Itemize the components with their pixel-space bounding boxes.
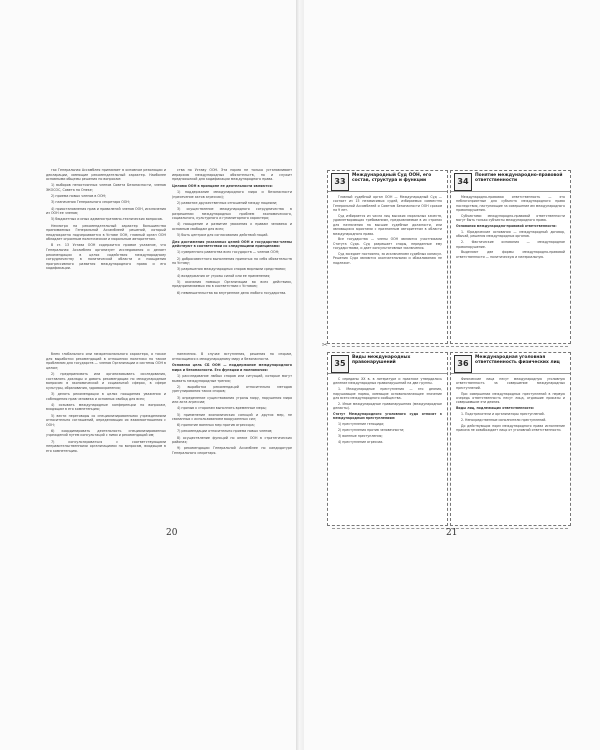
- paragraph: 4) преступление агрессии.: [338, 439, 384, 444]
- section-heading: Статут Международного уголовного суда относит к международным преступлениям:: [333, 412, 442, 421]
- paragraph: 1. Международные преступления — это деяния, нарушающие нормы, имеющие основополагающее значение для всего международного сообщества.: [333, 387, 442, 401]
- topic-card-34: [450, 170, 571, 344]
- paragraph: 2) преступления против человечности;: [338, 428, 405, 433]
- section-heading: Основная цель СБ ООН — поддержание международного мира и безопасности. Его функции и полномочия:: [172, 363, 292, 372]
- paragraph: Главный судебный орган ООН — Международный Суд — состоит из 15 независимых судей, избираемых совместно Генеральной Ассамблеей и Советом Безопасности ООН сроком на 9 лет.: [333, 195, 442, 213]
- book-gutter: [296, 0, 304, 750]
- card-title: Виды международных правонарушений: [352, 355, 411, 366]
- card-header: [451, 353, 570, 374]
- paragraph: 2. Иные международные правонарушения (международные деликты).: [333, 401, 442, 411]
- paragraph: 1. Юридические основания — международный договор, обычай, решения международных органов.: [456, 230, 565, 239]
- paragraph: 7) консультироваться с соответствующими неправительственными организациями по вопросам, входящим в его компетенцию.: [46, 439, 166, 453]
- paragraph: 3) разрешения международных споров мирными средствами;: [177, 267, 286, 272]
- paragraph: 4) приостановления прав и привилегий членов ООН, исключения из ООН ее членов;: [46, 206, 166, 216]
- cut-line: [332, 346, 568, 347]
- paragraph: 8) осуществление функций по опеке ООН в стратегических районах;: [172, 435, 292, 445]
- paragraph: 3) назначения Генерального секретаря ООН;: [51, 200, 130, 205]
- paragraph: 5) бюджетных и иных административно-технических вопросов.: [51, 217, 163, 222]
- left-page-upper-column-2: [172, 168, 292, 340]
- topic-card-33: [327, 170, 448, 344]
- paragraph: 2) приема новых членов в ООН;: [51, 194, 107, 199]
- page-number-right: 21: [446, 528, 458, 538]
- paragraph: Физические лица несут международную уголовную ответственность за совершение международных преступлений.: [456, 377, 565, 390]
- card-header: [451, 171, 570, 192]
- card-header: [328, 353, 447, 374]
- paragraph: 5) вести переговоры со специализированными учреждениями относительно соглашений, определяющих их взаимоотношения с ООН;: [46, 413, 166, 427]
- paragraph: ства по Уставу ООН. Эта норма не только устанавливает иерархию международных обязательств, но и служит предпосылкой для кодификации международного права.: [172, 168, 292, 182]
- card-title: Международная уголовная ответственность физических лиц: [475, 355, 560, 366]
- paragraph: При совершении международных преступлений в первую очередь ответственность несут лица, отдавшие приказы и совершившие эти деяния.: [456, 391, 565, 405]
- paragraph: 5) быть центром для согласования действий наций.: [177, 233, 269, 238]
- card-body: [456, 195, 565, 339]
- scissors-icon: ✂: [322, 341, 328, 349]
- paragraph: Выделяют две формы международно-правовой ответственности — политическую и материальную.: [456, 250, 565, 259]
- paragraph: 6) принятие военных мер против агрессора;: [177, 423, 255, 428]
- paragraph: нанесения. В случае вступления, решения по спорам, относящимся к международному миру и безопасности.: [172, 352, 292, 361]
- paragraph: 9) рекомендации Генеральной Ассамблее по кандидатуре Генерального секретаря.: [172, 446, 292, 456]
- paragraph: 5) применение экономических санкций и других мер, не связанных с использованием вооруженных сил;: [172, 412, 292, 422]
- topic-card-36: [450, 352, 571, 526]
- paragraph: 6) координировать деятельность специализированных учреждений путем консультаций с ними и рекомендаций им;: [46, 428, 166, 438]
- section-heading: Целями ООН в принципе ее деятельности являются:: [172, 183, 273, 188]
- paragraph: 1) выборов непостоянных членов Совета Безопасности, членов ЭКОСОС, Совета по Опеке;: [46, 183, 166, 192]
- card-title: Международный Суд ООН, его состав, структура и функции: [352, 173, 432, 184]
- topic-card-35: [327, 352, 448, 526]
- page-number-left: 20: [166, 528, 178, 538]
- paragraph: 2) развитие дружественных отношений между нациями;: [177, 200, 278, 205]
- paragraph: 1) суверенного равенства всех государств — членов ООН;: [177, 250, 280, 255]
- left-page-upper-column-1: [46, 168, 166, 340]
- paragraph: блем глобального или межрегионального характера, а также для выработки рекомендаций в отношении политики по таким проблемам для государств — членов Организации и системы ООН в целом;: [46, 352, 166, 370]
- paragraph: гах Генеральная Ассамблея принимает в основном резолюции и декларации, имеющие рекомендательный характер. Наиболее основными общемы решения по вопросам:: [46, 168, 166, 182]
- paragraph: 2) выработка рекомендаций относительно методов урегулирования таких споров;: [172, 384, 292, 394]
- paragraph: Суд избирается из числа лиц высоких моральных качеств, удовлетворяющих требованиям, предъявляемым в их странах для назначения на высшие судебные должности, или являющихся юристами с признанным авторитетом в области международного права.: [333, 214, 442, 236]
- section-heading: Виды лиц, подлежащих ответственности:: [456, 406, 535, 411]
- paragraph: 1) поддержание международного мира и безопасности (пресечение актов агрессии);: [172, 189, 292, 199]
- paragraph: 3) делать рекомендации в целях поощрения уважения и соблюдения прав человека и основных свобод для всех;: [46, 391, 166, 401]
- paragraph: 4) воздержания от угрозы силой или ее применения;: [177, 273, 271, 278]
- left-page-lower-column-2: [172, 352, 292, 527]
- card-body: [456, 377, 565, 521]
- card-body: [333, 195, 442, 339]
- paragraph: 1) преступление геноцида;: [338, 422, 385, 427]
- card-number: 36: [454, 355, 472, 373]
- paragraph: 4) поощрение и развитие уважения к правам человека и основным свободам для всех;: [172, 222, 292, 231]
- paragraph: 6) невмешательства во внутренние дела любого государства.: [177, 290, 287, 295]
- paragraph: Субъектами международно-правовой ответственности могут быть только субъекты международного права.: [456, 214, 565, 223]
- left-page-lower-column-1: [46, 352, 166, 527]
- paragraph: 4) созывать международные конференции по вопросам, входящим в его компетенцию;: [46, 402, 166, 412]
- paragraph: Суд заседает постоянно, за исключением судебных каникул. Решения Суда являются окончательными и обжалованию не подлежат.: [333, 252, 442, 265]
- card-body: [333, 377, 442, 521]
- section-heading: Для достижения указанных целей ООН и государства-члены действуют в соответствии со следующими принципами:: [172, 239, 292, 249]
- section-heading: Основания международно-правовой ответственности:: [456, 224, 557, 229]
- paragraph: Международно-правовая ответственность — это неблагоприятные для субъекта международного права последствия, наступающие за совершение им международного правонарушения.: [456, 195, 565, 213]
- paragraph: 4) призыв к сторонам выполнять временные меры;: [177, 406, 267, 411]
- paragraph: Все государства — члены ООН являются участниками Статута Суда. Суд разрешает споры, переданные ему государствами, и дает консультативные заключения.: [333, 237, 442, 251]
- card-number: 35: [331, 355, 349, 373]
- card-number: 34: [454, 173, 472, 191]
- paragraph: В ст. 13 Устава ООН содержится прямое указание, что Генеральная Ассамблея организует исследования и делает рекомендации в целях содействия международному сотрудничеству в политической области и поощрения прогрессивного развития международного права и его кодификации.: [46, 243, 166, 271]
- paragraph: 3) военные преступления;: [338, 433, 383, 438]
- paragraph: 7) рекомендации относительно приема новых членов;: [177, 429, 273, 434]
- card-title: Понятие международно-правовой ответственности: [475, 173, 563, 184]
- paragraph: С середины XX в. в литературе и практике утвердилось деление международных правонарушений на две группы.: [333, 377, 442, 386]
- card-number: 33: [331, 173, 349, 191]
- paragraph: 1) расследование любых споров или ситуаций, которые могут вызвать международные трения;: [172, 373, 292, 383]
- paragraph: 3) определение существования угрозы миру, нарушения мира или акта агрессии;: [172, 395, 292, 405]
- paragraph: 2. Непосредственные исполнители преступлений.: [461, 417, 547, 422]
- paragraph: 5) оказания помощи Организации во всех действиях, предпринимаемых ею в соответствии с Уставом;: [172, 279, 292, 289]
- paragraph: Несмотря на рекомендательный характер большинства принимаемых Генеральной Ассамблеей решений, который неоднократно подчеркивается в Уставе ООН, главный орган ООН обладает огромным политическим и моральным авторитетом.: [46, 223, 166, 242]
- paragraph: 2) предпринимать или организовывать исследования, составлять доклады и давать рекомендации по международным вопросам в экономической и социальной сферах, в сфере культуры, образования, здравоохранения;: [46, 371, 166, 390]
- paragraph: 2. Фактические основания — международное правонарушение.: [456, 240, 565, 249]
- paragraph: До действующих норм международного права исполнение приказа не освобождает лицо от уголовной ответственности.: [456, 423, 565, 433]
- card-header: [328, 171, 447, 192]
- paragraph: 3) осуществление международного сотрудничества в разрешении международных проблем экономического, социального, культурного и гуманитарного характера;: [172, 206, 292, 221]
- paragraph: 1. Подстрекатели и организаторы преступлений.: [461, 412, 545, 417]
- paragraph: 2) добросовестного выполнения принятых на себя обязательств по Уставу;: [172, 256, 292, 266]
